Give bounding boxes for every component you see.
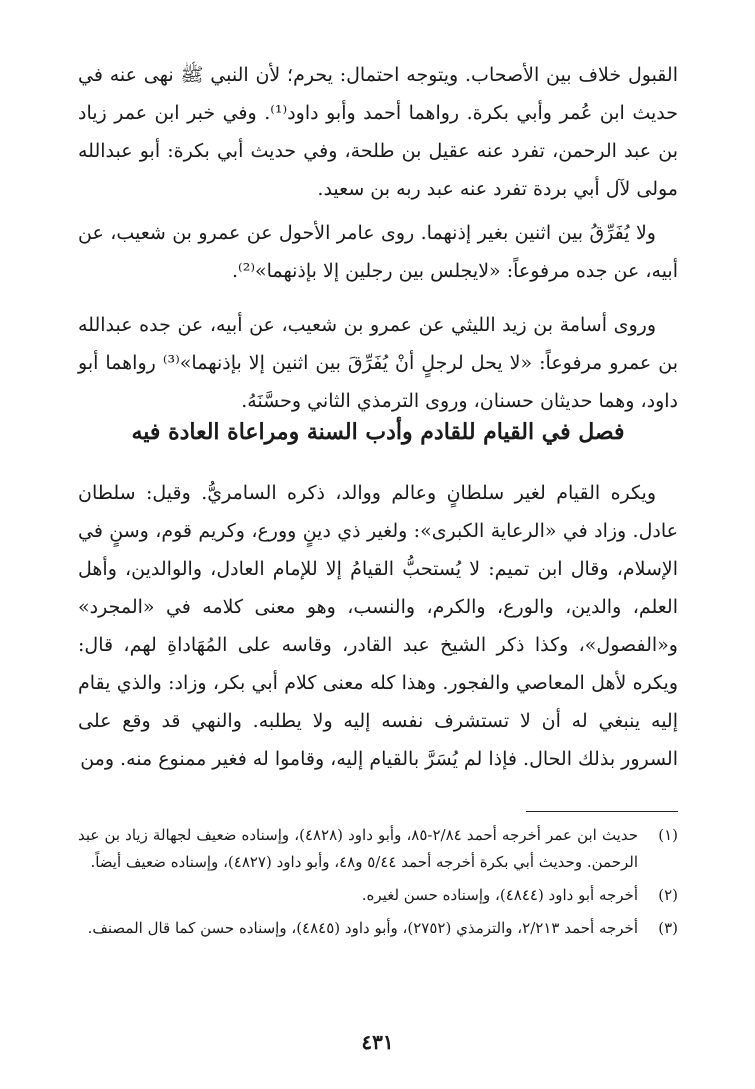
footnote-1 xyxy=(78,822,678,876)
paragraph-3: وروى أسامة بن زيد الليثي عن عمرو بن شعيب، عن أبيه، عن جده عبدالله بن عمرو مرفوعاً: «لا يحل لرجلٍ أنْ يُفَرِّقَ بين اثنين إلا بإذنهما»⁽³⁾ رواهما أبو داود، وهما حديثان حسنان، وروى الترمذي الثاني وحسَّنَهُ. xyxy=(78,314,678,412)
footnote-number: (١) xyxy=(658,826,678,844)
footnote-text: أخرجه أبو داود (٤٨٤٤)، وإسناده حسن لغيره. xyxy=(361,886,638,904)
paragraph-4: ويكره القيام لغير سلطانٍ وعالم ووالد، ذكره السامريُّ. وقيل: سلطان عادل. وزاد في «الرعاية الكبرى»: ولغير ذي دينٍ وورع، وكريم قوم، وسنٍ في الإسلام، وقال ابن تميم: لا يُستحبُّ القيامُ إلا للإمام العادل، والوالدين، وأهل العلم، والدين، والورع، والكرم، والنسب، وهو معنى كلامه في «المجرد» و«الفصول»، وكذا ذكر الشيخ عبد القادر، وقاسه على المُهَاداةِ لهم، قال: ويكره لأهل المعاصي والفجور. وهذا كله معنى كلام أبي بكر، وزاد: والذي يقام إليه ينبغي له أن لا تستشرف نفسه إليه ولا يطلبه. والنهي قد وقع على السرور بذلك الحال. فإذا لم يُسَرَّ بالقيام إليه، وقاموا له فغير ممنوع منه. ومن xyxy=(78,482,678,770)
footnote-2 xyxy=(78,882,678,909)
footnote-text: أخرجه أحمد ٢/٢١٣، والترمذي (٢٧٥٢)، وأبو داود (٤٨٤٥)، وإسناده حسن كما قال المصنف. xyxy=(87,919,638,937)
footnote-separator xyxy=(526,811,678,812)
footnote-text: حديث ابن عمر أخرجه أحمد ٢/٨٤-٨٥، وأبو داود (٤٨٢٨)، وإسناده ضعيف لجهالة زياد بن عبد الرحمن. وحديث أبي بكرة أخرجه أحمد ٥/٤٤ و٤٨، وأبو داود (٤٨٢٧)، وإسناده ضعيف أيضاً. xyxy=(78,826,638,871)
body-block-3 xyxy=(78,306,678,420)
page-number: ٤٣١ xyxy=(361,1030,394,1054)
body-block-2 xyxy=(78,214,678,290)
footnote-3 xyxy=(78,915,678,942)
body-block-4 xyxy=(78,474,678,778)
paragraph-2: ولا يُفَرِّقُ بين اثنين بغير إذنهما. روى عامر الأحول عن عمرو بن شعيب، عن أبيه، عن جده مرفوعاً: «لايجلس بين رجلين إلا بإذنهما»⁽²⁾. xyxy=(78,222,678,282)
section-heading: فصل في القيام للقادم وأدب السنة ومراعاة العادة فيه xyxy=(131,419,625,445)
footnote-number: (٣) xyxy=(658,919,678,937)
paragraph-1: القبول خلاف بين الأصحاب. ويتوجه احتمال: يحرم؛ لأن النبي ﷺ نهى عنه في حديث ابن عُمر وأبي بكرة. رواهما أحمد وأبو داود⁽¹⁾. وفي خبر ابن عمر زياد بن عبد الرحمن، تفرد عنه عقيل بن طلحة، وفي حديث أبي بكرة: أبو عبدالله مولى لآل أبي بردة تفرد عنه عبد ربه بن سعيد. xyxy=(78,64,679,200)
body-block-1 xyxy=(78,56,678,208)
footnotes xyxy=(78,822,678,948)
footnote-number: (٢) xyxy=(658,886,678,904)
